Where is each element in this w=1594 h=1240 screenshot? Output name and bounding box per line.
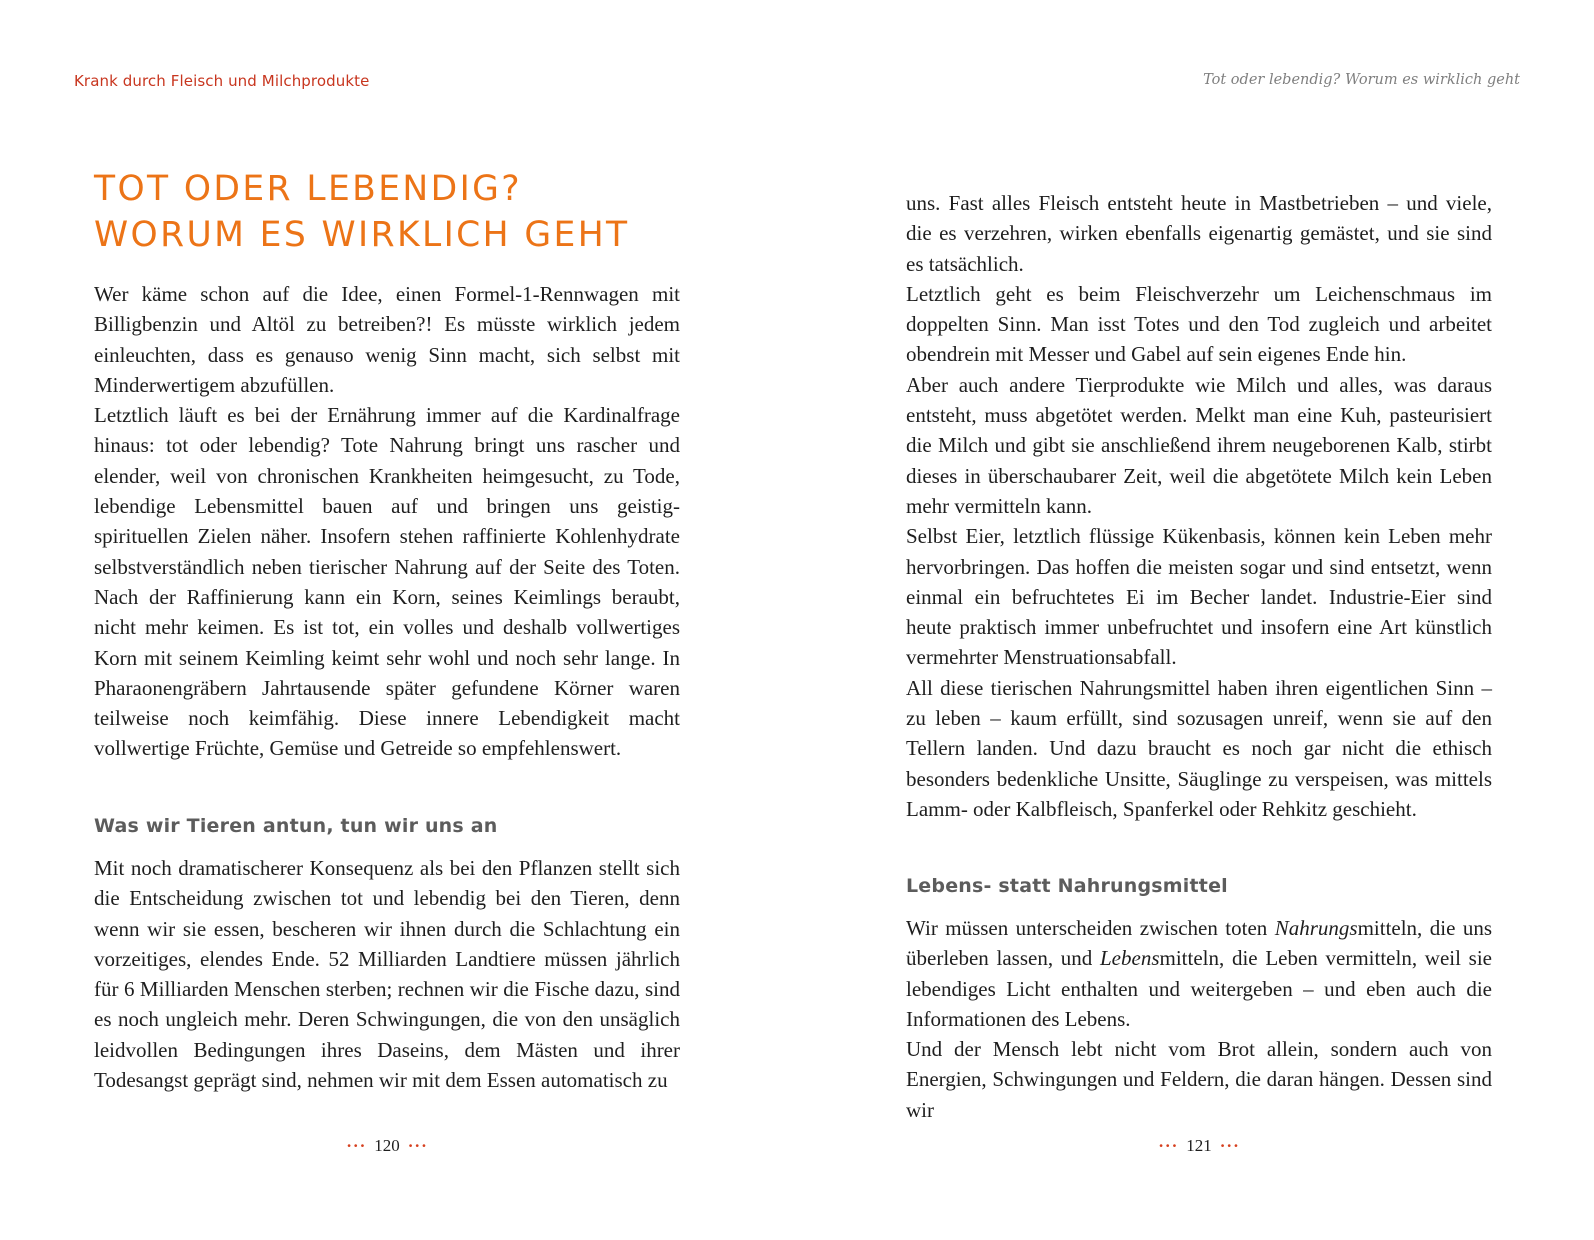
- paragraph: Selbst Eier, letztlich flüssige Kükenbasis, können kein Leben mehr hervorbringen. Das hoffen die meisten sogar und sind entsetzt, wenn einmal ein befruchtetes Ei im Becher landet. Industrie-Eier sind heute praktisch immer unbefruchtet und insofern eine Art künstlich vermehrter Menstruationsabfall.: [906, 524, 1492, 670]
- paragraph: uns. Fast alles Fleisch entsteht heute in Mastbetrieben – und viele, die es verzehren, wirken ebenfalls eigenartig gemästet, und sie sind es tatsächlich.: [906, 191, 1492, 276]
- paragraph: Wer käme schon auf die Idee, einen Formel-1-Rennwagen mit Billigbenzin und Altöl zu betreiben?! Es müsste wirklich jedem einleuchten, dass es genauso wenig Sinn macht, sich selbst mit Minderwertigem abzufüllen.: [94, 282, 680, 397]
- paragraph: [906, 913, 1492, 1034]
- paragraph: Und der Mensch lebt nicht vom Brot allein, sondern auch von Energien, Schwingungen und Feldern, die daran hängen. Dessen sind wir: [906, 1037, 1492, 1122]
- section-heading: Lebens- statt Nahrungsmittel: [906, 875, 1228, 897]
- running-head-right: Tot oder lebendig? Worum es wirklich geht: [1203, 72, 1520, 88]
- section-heading: Was wir Tieren antun, tun wir uns an: [94, 815, 498, 837]
- right-body-intro: [906, 188, 1492, 824]
- right-body-section: [906, 913, 1492, 1125]
- emphasis: Nahrungs: [1274, 916, 1358, 940]
- page-number: 121: [1186, 1136, 1212, 1155]
- page-number: 120: [374, 1136, 400, 1155]
- folio-ornament: ···: [1219, 1136, 1240, 1155]
- paragraph: Mit noch dramatischerer Konsequenz als bei den Pflanzen stellt sich die Entscheidung zwischen tot und lebendig bei den Tieren, denn wenn wir sie essen, bescheren wir ihnen durch die Schlachtung ein vorzeitiges, elendes Ende. 52 Milliarden Landtiere müssen jährlich für 6 Milliarden Menschen sterben; rechnen wir die Fische dazu, sind es noch ungleich mehr. Deren Schwingungen, die von den unsäglich leidvollen Bedingungen ihres Daseins, dem Mästen und ihrer Todesangst geprägt sind, nehmen wir mit dem Essen automatisch zu: [94, 856, 680, 1093]
- folio-ornament: ···: [1158, 1136, 1179, 1155]
- paragraph: All diese tierischen Nahrungsmittel haben ihren eigentlichen Sinn – zu leben – kaum erfüllt, sind sozusagen unreif, wenn sie auf den Tellern landen. Und dazu braucht es noch gar nicht die ethisch besonders bedenkliche Unsitte, Säuglinge zu verspeisen, was mittels Lamm- oder Kalbfleisch, Spanferkel oder Rehkitz geschieht.: [906, 675, 1492, 821]
- paragraph: Aber auch andere Tierprodukte wie Milch und alles, was daraus entsteht, muss abgetötet werden. Melkt man eine Kuh, pasteurisiert die Milch und gibt sie anschließend ihrem neugeborenen Kalb, stirbt dieses in überschaubarer Zeit, weil die abgetötete Milch kein Leben mehr vermitteln kann.: [906, 372, 1492, 518]
- page-number-right: [906, 1136, 1492, 1156]
- left-body-section: [94, 853, 680, 1095]
- text-run: Wir müssen unterscheiden zwischen toten: [906, 916, 1275, 940]
- text-run: mitteln, die Leben vermitteln, weil sie lebendiges Licht enthalten und weitergeben – und eben auch die Informationen des Lebens.: [906, 946, 1492, 1031]
- chapter-title-line-2: WORUM ES WIRKLICH GEHT: [94, 215, 630, 255]
- folio-ornament: ···: [346, 1136, 367, 1155]
- chapter-title-line-1: TOT ODER LEBENDIG?: [94, 169, 523, 209]
- paragraph: Letztlich geht es beim Fleischverzehr um Leichenschmaus im doppelten Sinn. Man isst Totes und den Tod zugleich und arbeitet obendrein mit Messer und Gabel auf sein eigenes Ende hin.: [906, 281, 1492, 367]
- chapter-title: [94, 166, 630, 258]
- running-head-left: Krank durch Fleisch und Milchprodukte: [74, 72, 370, 90]
- folio-ornament: ···: [407, 1136, 428, 1155]
- page-number-left: [94, 1136, 680, 1156]
- paragraph: Letztlich läuft es bei der Ernährung immer auf die Kardinalfrage hinaus: tot oder lebendig? Tote Nahrung bringt uns rascher und elender, weil von chronischen Krankheiten heimgesucht, zu Tode, lebendige Lebensmittel bauen auf und bringen uns geistig-spirituellen Zielen näher. Insofern stehen raffinierte Kohlenhydrate selbstverständlich neben tierischer Nahrung auf der Seite des Toten. Nach der Raffinierung kann ein Korn, seines Keimlings beraubt, nicht mehr keimen. Es ist tot, ein volles und deshalb vollwertiges Korn mit seinem Keimling keimt sehr wohl und noch sehr lange. In Pharaonengräbern Jahrtausende später gefundene Körner waren teilweise noch keimfähig. Diese innere Lebendigkeit macht vollwertige Früchte, Gemüse und Getreide so empfehlenswert.: [94, 403, 680, 761]
- left-body-intro: [94, 279, 680, 764]
- emphasis: Lebens: [1100, 946, 1160, 971]
- text-run: mitteln, die uns überleben lassen, und: [906, 916, 1492, 971]
